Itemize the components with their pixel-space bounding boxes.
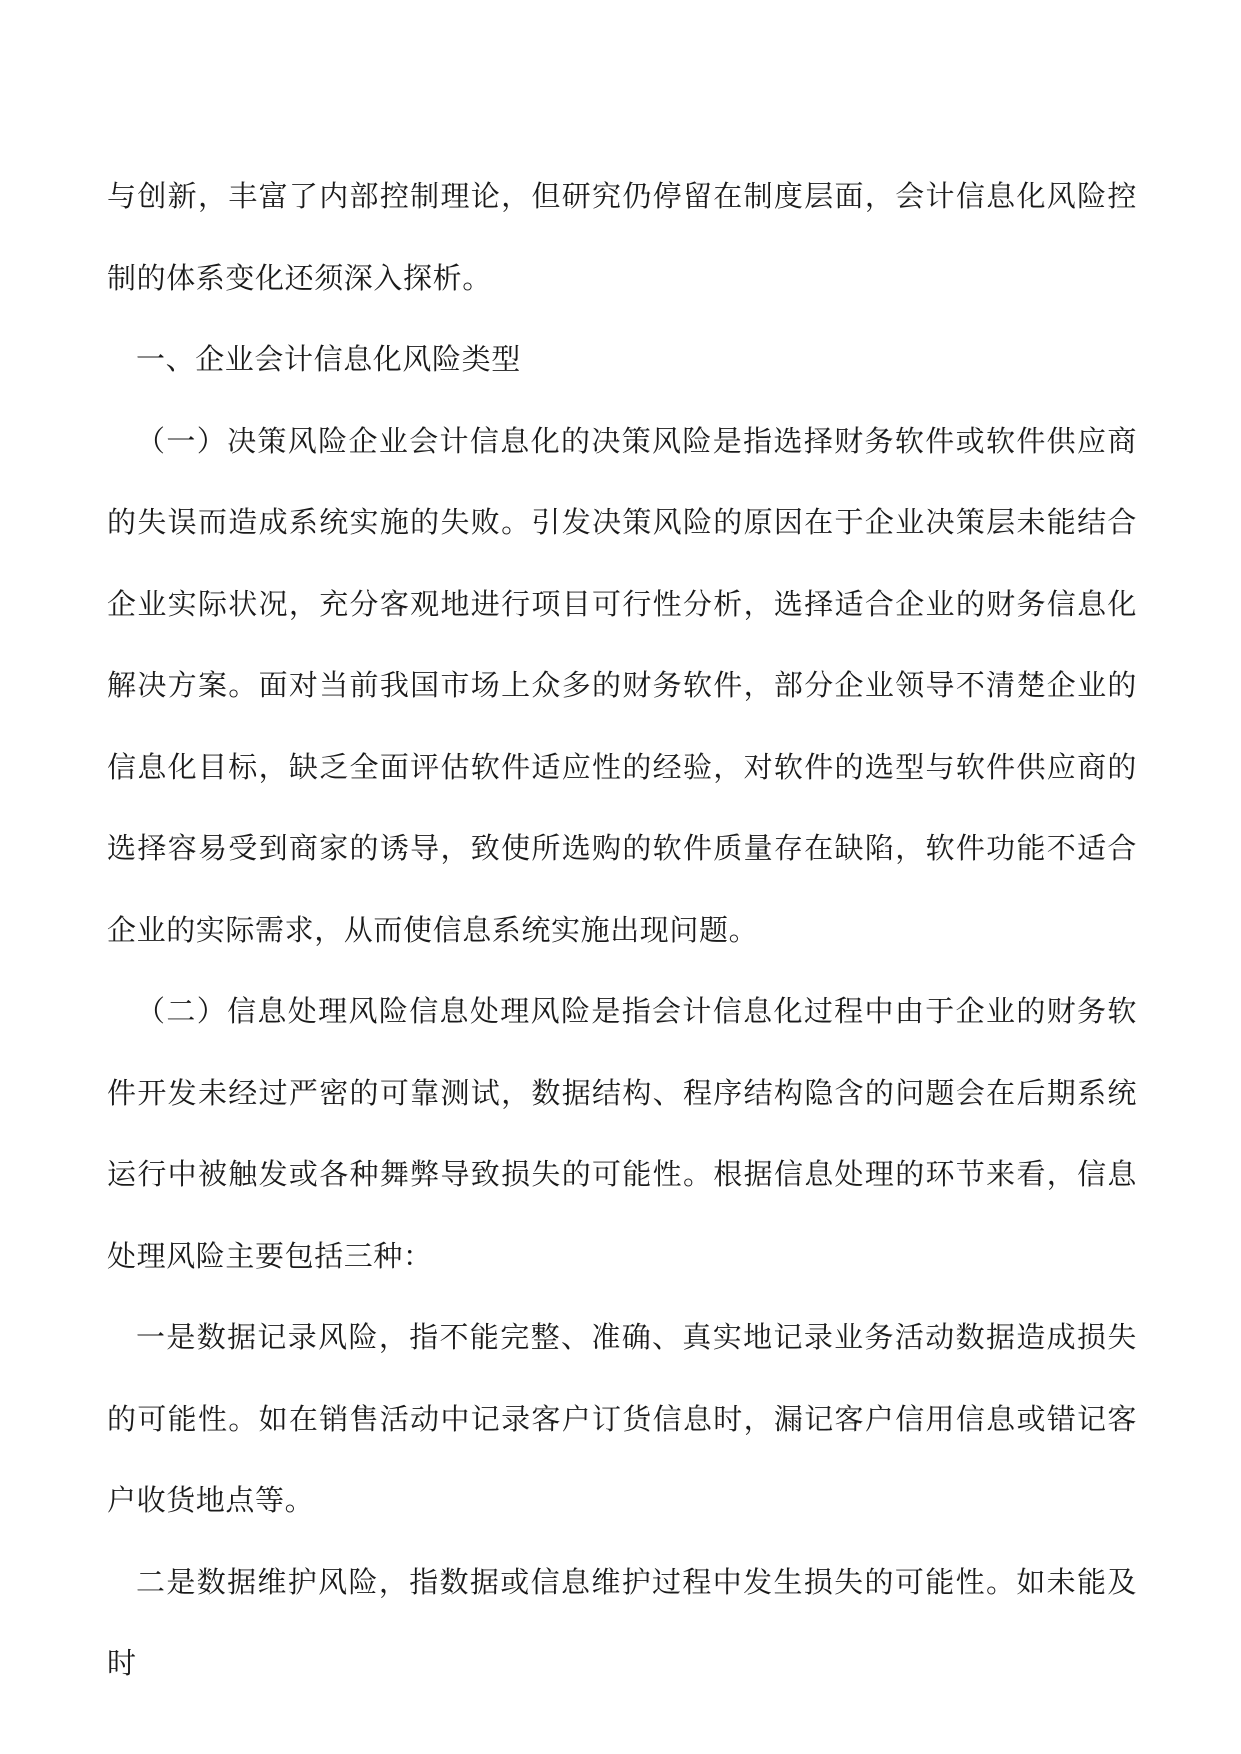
section-heading: 一、企业会计信息化风险类型	[136, 342, 521, 376]
paragraph-continuation: 与创新，丰富了内部控制理论，但研究仍停留在制度层面，会计信息化风险控制的体系变化还须深入探析。	[107, 179, 1137, 295]
document-body	[107, 156, 1137, 1705]
paragraph-decision-risk: （一）决策风险企业会计信息化的决策风险是指选择财务软件或软件供应商的失误而造成系统实施的失败。引发决策风险的原因在于企业决策层未能结合企业实际状况，充分客观地进行项目可行性分析，选择适合企业的财务信息化解决方案。面对当前我国市场上众多的财务软件，部分企业领导不清楚企业的信息化目标，缺乏全面评估软件适应性的经验，对软件的选型与软件供应商的选择容易受到商家的诱导，致使所选购的软件质量存在缺陷，软件功能不适合企业的实际需求，从而使信息系统实施出现问题。	[107, 423, 1137, 947]
paragraph-maintenance-risk: 二是数据维护风险，指数据或信息维护过程中发生损失的可能性。如未能及时	[107, 1564, 1137, 1680]
paragraph-processing-risk: （二）信息处理风险信息处理风险是指会计信息化过程中由于企业的财务软件开发未经过严密的可靠测试，数据结构、程序结构隐含的问题会在后期系统运行中被触发或各种舞弊导致损失的可能性。根据信息处理的环节来看，信息处理风险主要包括三种：	[107, 994, 1137, 1273]
paragraph-recording-risk: 一是数据记录风险，指不能完整、准确、真实地记录业务活动数据造成损失的可能性。如在销售活动中记录客户订货信息时，漏记客户信用信息或错记客户收货地点等。	[107, 1320, 1137, 1517]
